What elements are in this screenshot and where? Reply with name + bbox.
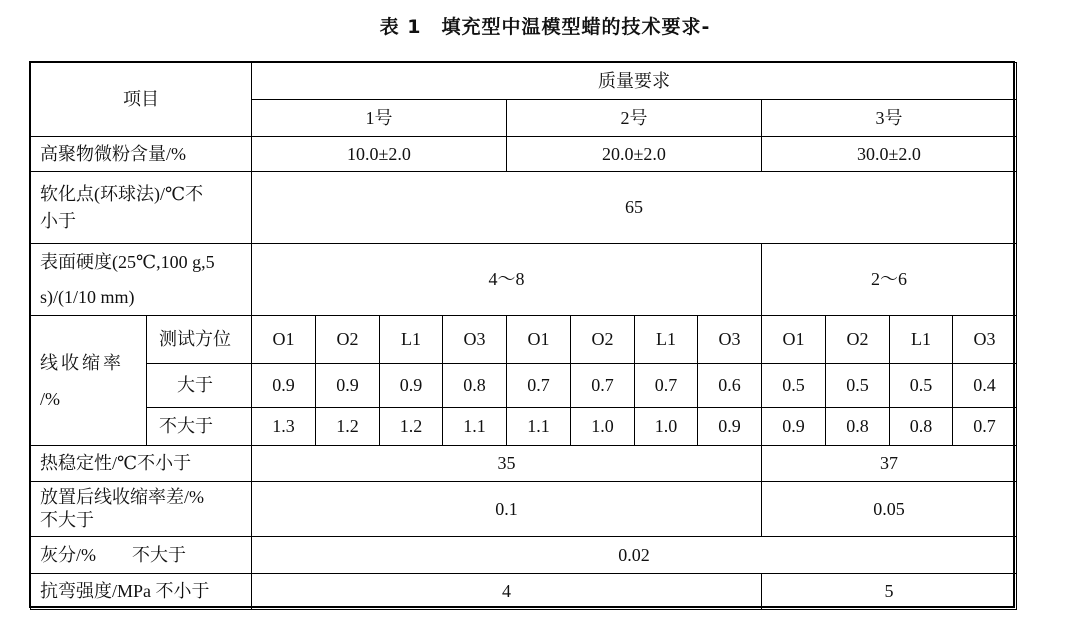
diff-label-line1: 放置后线收缩率差/% [40,486,204,507]
greater-cell: 0.9 [252,364,316,408]
shrinkage-direction-label: 测试方位 [147,316,252,364]
row-thermal-label: 热稳定性/℃不小于 [31,446,252,482]
notgreater-cell: 0.8 [890,408,953,446]
hardness-label-line2: s)/(1/10 mm) [40,286,135,307]
row-softening-label [31,172,252,244]
direction-cell: L1 [890,316,953,364]
polymer-grade-1: 10.0±2.0 [252,137,507,172]
greater-cell: 0.4 [953,364,1017,408]
direction-cell: L1 [380,316,443,364]
header-item: 项目 [31,63,252,137]
diff-grade-3: 0.05 [762,482,1017,537]
ash-value: 0.02 [252,537,1017,574]
direction-cell: L1 [635,316,698,364]
notgreater-cell: 1.1 [507,408,571,446]
notgreater-cell: 0.9 [762,408,826,446]
direction-cell: O2 [826,316,890,364]
bending-grade-3: 5 [762,574,1017,610]
greater-cell: 0.5 [826,364,890,408]
notgreater-cell: 1.0 [571,408,635,446]
row-polymer-label: 高聚物微粉含量/% [31,137,252,172]
notgreater-cell: 1.2 [380,408,443,446]
hardness-grade-12: 4～8 [252,244,762,316]
notgreater-cell: 1.2 [316,408,380,446]
header-grade-1: 1号 [252,100,507,137]
greater-cell: 0.7 [635,364,698,408]
thermal-grade-12: 35 [252,446,762,482]
softening-label-line1: 软化点(环球法)/℃不 [40,184,204,205]
bending-grade-12: 4 [252,574,762,610]
shrinkage-notgreater-label: 不大于 [147,408,252,446]
diff-label-line2: 不大于 [40,510,94,530]
direction-cell: O3 [443,316,507,364]
spec-table [30,62,1017,610]
notgreater-cell: 0.7 [953,408,1017,446]
direction-cell: O1 [252,316,316,364]
shrinkage-label-line2: /% [40,388,60,409]
thermal-grade-3: 37 [762,446,1017,482]
row-diff-label [31,482,252,537]
row-ash-label: 灰分/% 不大于 [31,537,252,574]
direction-cell: O1 [762,316,826,364]
notgreater-cell: 1.0 [635,408,698,446]
hardness-label-line1: 表面硬度(25℃,100 g,5 [40,252,215,273]
diff-grade-12: 0.1 [252,482,762,537]
softening-value: 65 [252,172,1017,244]
greater-cell: 0.7 [507,364,571,408]
greater-cell: 0.6 [698,364,762,408]
notgreater-cell: 0.9 [698,408,762,446]
notgreater-cell: 1.1 [443,408,507,446]
row-bending-label: 抗弯强度/MPa 不小于 [31,574,252,610]
shrinkage-label-line1: 线收缩率 [40,352,124,373]
polymer-grade-2: 20.0±2.0 [507,137,762,172]
greater-cell: 0.7 [571,364,635,408]
direction-cell: O3 [953,316,1017,364]
header-grade-3: 3号 [762,100,1017,137]
greater-cell: 0.5 [762,364,826,408]
hardness-grade-3: 2～6 [762,244,1017,316]
greater-cell: 0.5 [890,364,953,408]
table-title: 表 1 填充型中温模型蜡的技术要求- [379,16,711,38]
shrinkage-greater-label: 大于 [147,364,252,408]
row-hardness-label [31,244,252,316]
header-grade-2: 2号 [507,100,762,137]
greater-cell: 0.9 [380,364,443,408]
direction-cell: O2 [316,316,380,364]
greater-cell: 0.9 [316,364,380,408]
direction-cell: O2 [571,316,635,364]
direction-cell: O1 [507,316,571,364]
header-quality: 质量要求 [252,63,1017,100]
greater-cell: 0.8 [443,364,507,408]
notgreater-cell: 1.3 [252,408,316,446]
row-shrinkage-label [31,316,147,446]
notgreater-cell: 0.8 [826,408,890,446]
softening-label-line2: 小于 [40,210,76,231]
direction-cell: O3 [698,316,762,364]
polymer-grade-3: 30.0±2.0 [762,137,1017,172]
